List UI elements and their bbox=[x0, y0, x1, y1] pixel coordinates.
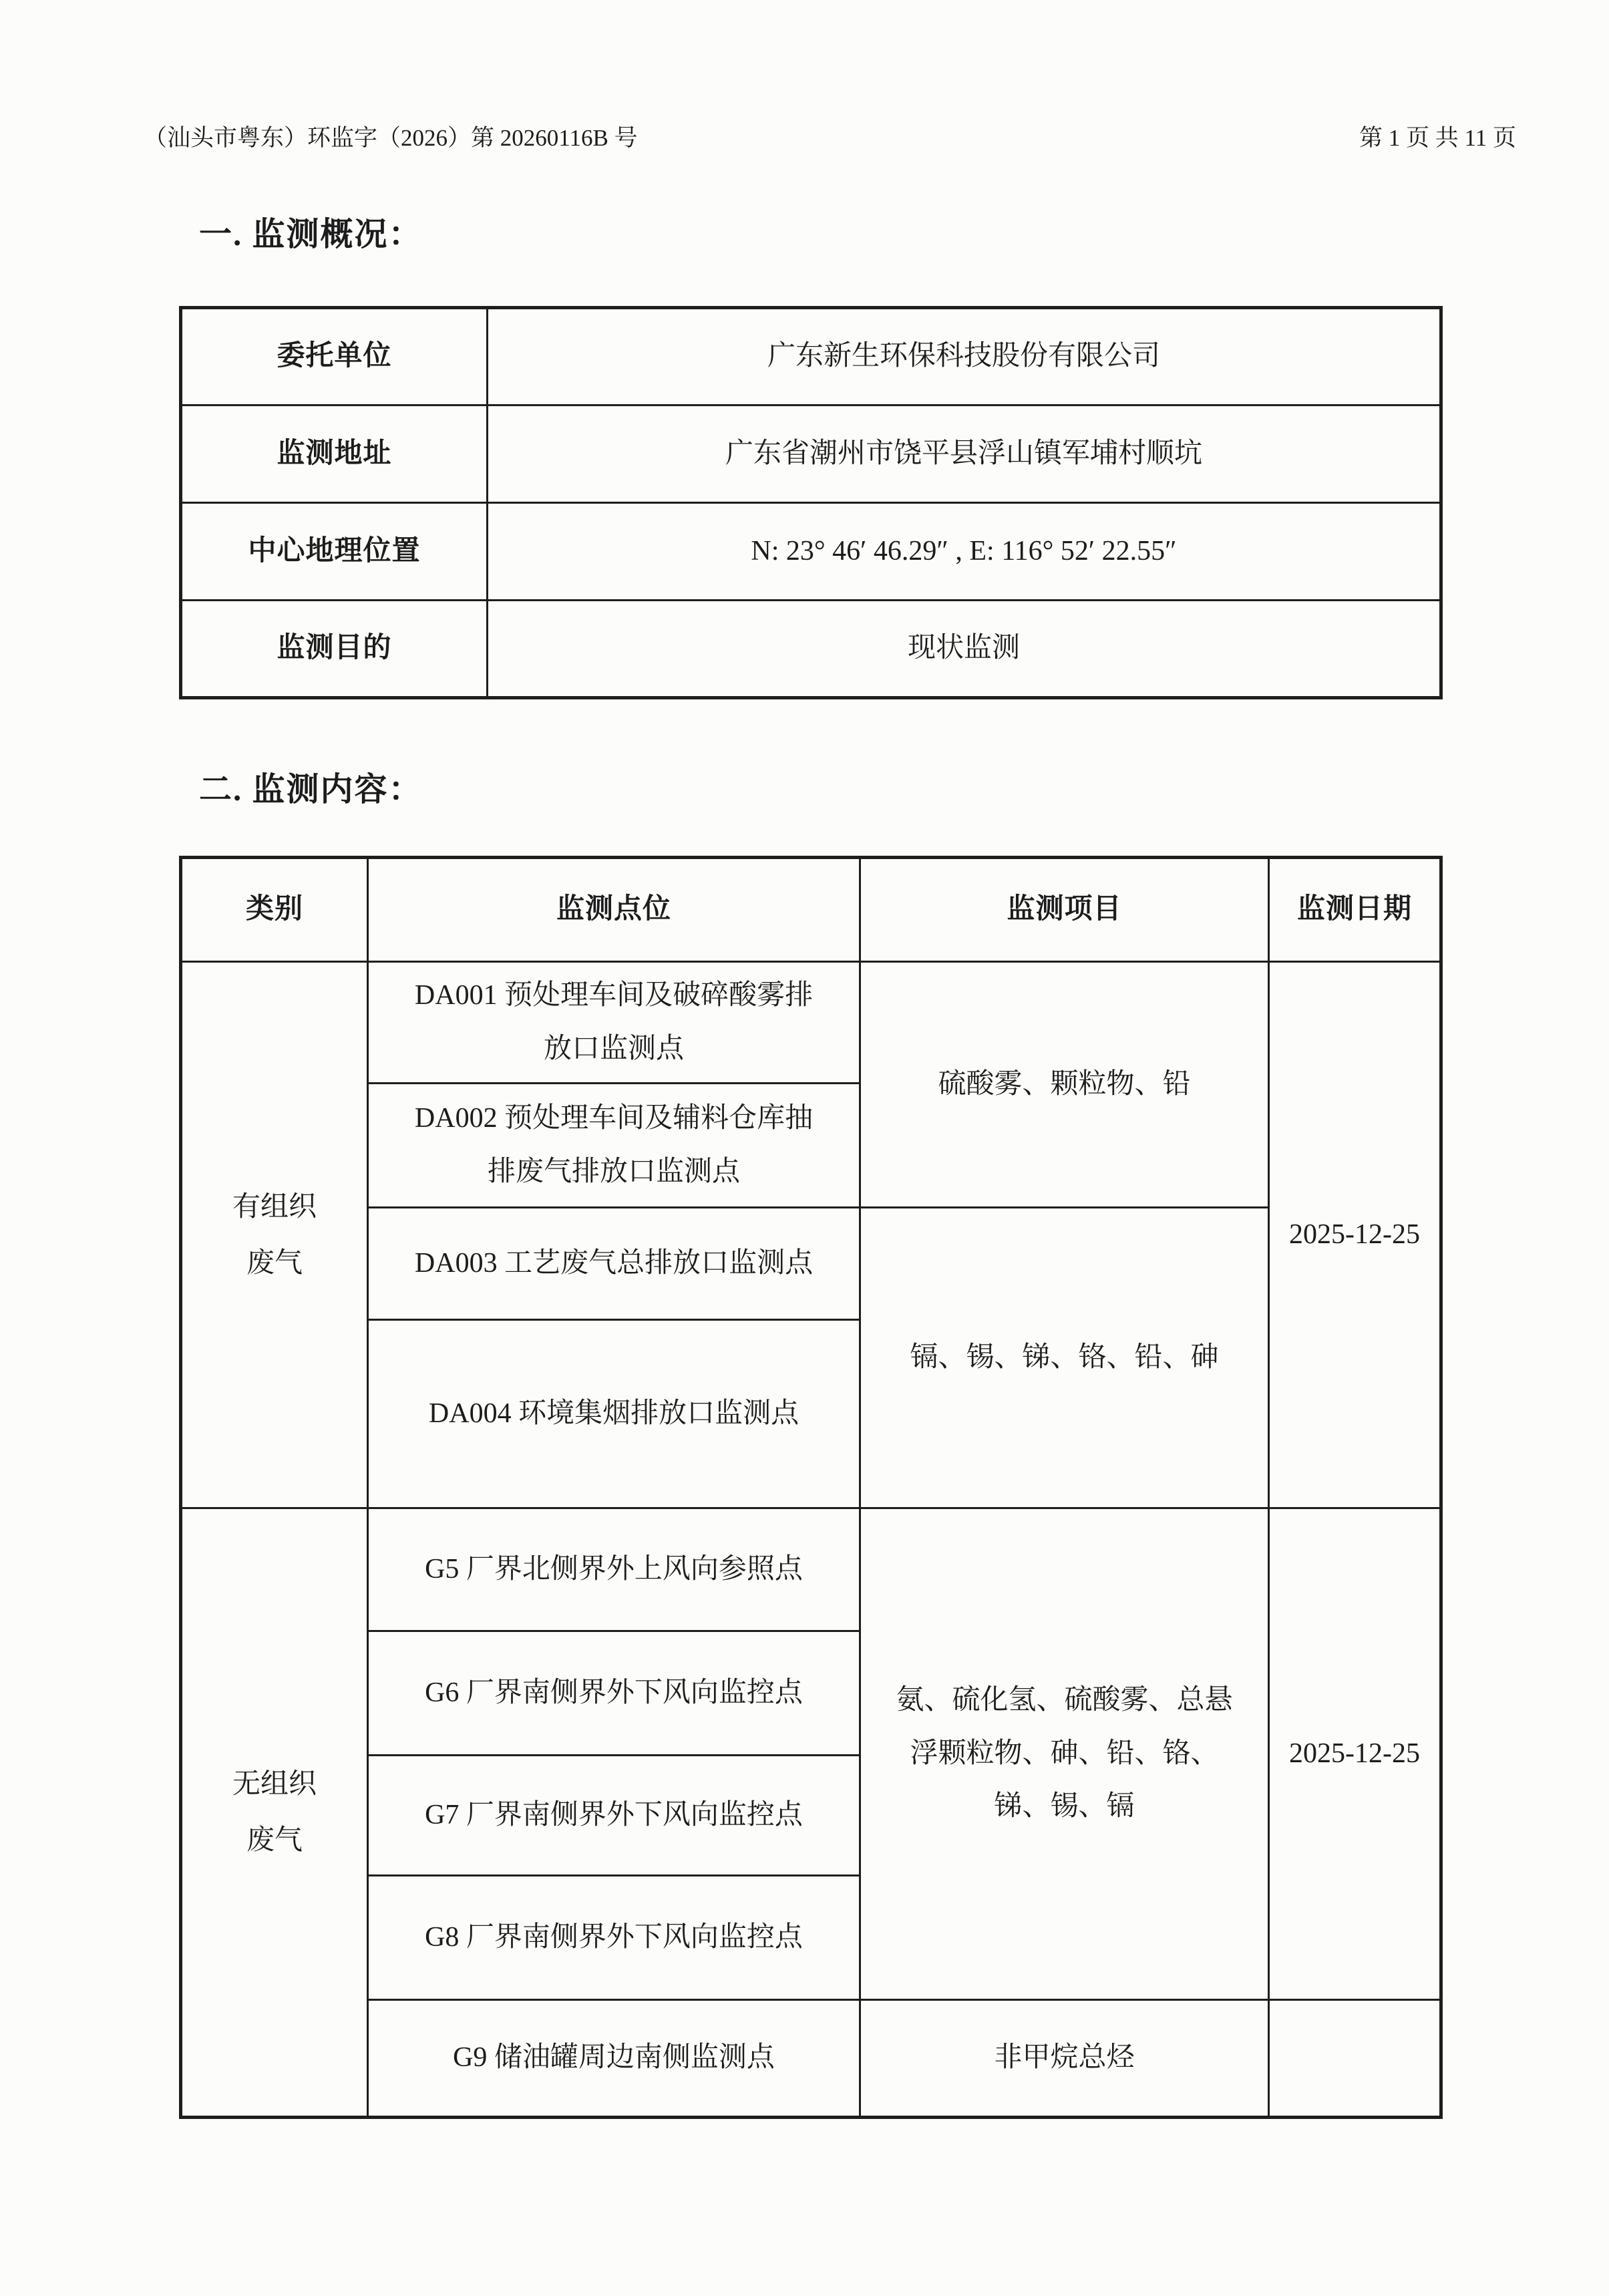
table-row-g9 bbox=[181, 2000, 1441, 2118]
col-header-category: 类别 bbox=[181, 858, 368, 962]
category-line: 有组织 bbox=[232, 1191, 317, 1222]
row-value-location: N: 23° 46′ 46.29″ , E: 116° 52′ 22.55″ bbox=[488, 503, 1441, 601]
content-table bbox=[179, 856, 1443, 2119]
table-row bbox=[181, 405, 1441, 503]
row-label-purpose: 监测目的 bbox=[181, 601, 488, 698]
table-row bbox=[181, 503, 1441, 601]
point-cell-da004: DA004 环境集烟排放口监测点 bbox=[368, 1320, 860, 1508]
point-cell-g9: G9 储油罐周边南侧监测点 bbox=[368, 2000, 860, 2118]
point-cell-g6: G6 厂界南侧界外下风向监控点 bbox=[368, 1631, 860, 1756]
col-header-point: 监测点位 bbox=[368, 858, 860, 962]
point-cell-da002: DA002 预处理车间及辅料仓库抽排废气排放口监测点 bbox=[368, 1084, 860, 1208]
category-line: 废气 bbox=[246, 1247, 303, 1279]
table-row-g5 bbox=[181, 1508, 1441, 1631]
category-cell-organized bbox=[181, 962, 368, 1508]
point-cell-g8: G8 厂界南侧界外下风向监控点 bbox=[368, 1876, 860, 2000]
items-cell-g5-g8: 氨、硫化氢、硫酸雾、总悬浮颗粒物、砷、铅、铬、锑、锡、镉 bbox=[860, 1508, 1269, 2000]
items-cell-da001-da002: 硫酸雾、颗粒物、铅 bbox=[860, 962, 1269, 1208]
point-cell-da001: DA001 预处理车间及破碎酸雾排放口监测点 bbox=[368, 962, 860, 1084]
header-row bbox=[181, 858, 1441, 962]
section-title-overview: 一. 监测概况： bbox=[199, 216, 423, 253]
items-cell-da003-da004: 镉、锡、锑、铬、铅、砷 bbox=[860, 1208, 1269, 1508]
table-row-da003 bbox=[181, 1208, 1441, 1320]
row-value-client: 广东新生环保科技股份有限公司 bbox=[488, 308, 1441, 405]
row-value-purpose: 现状监测 bbox=[488, 601, 1441, 698]
category-cell-fugitive bbox=[181, 1508, 368, 2118]
table-row bbox=[181, 308, 1441, 405]
point-cell-g7: G7 厂界南侧界外下风向监控点 bbox=[368, 1756, 860, 1876]
doc-number: （汕头市粤东）环监字（2026）第 20260116B 号 bbox=[144, 125, 638, 151]
col-header-items: 监测项目 bbox=[860, 858, 1269, 962]
date-cell-fugitive: 2025-12-25 bbox=[1269, 1508, 1441, 2000]
items-cell-g9: 非甲烷总烃 bbox=[860, 2000, 1269, 2118]
row-label-address: 监测地址 bbox=[181, 405, 488, 503]
table-row bbox=[181, 601, 1441, 698]
category-line: 废气 bbox=[246, 1825, 303, 1856]
point-cell-g5: G5 厂界北侧界外上风向参照点 bbox=[368, 1508, 860, 1631]
row-value-address: 广东省潮州市饶平县浮山镇军埔村顺坑 bbox=[488, 405, 1441, 503]
overview-table bbox=[179, 306, 1443, 699]
point-cell-da003: DA003 工艺废气总排放口监测点 bbox=[368, 1208, 860, 1320]
date-cell-g9-empty bbox=[1269, 2000, 1441, 2118]
row-label-client: 委托单位 bbox=[181, 308, 488, 405]
date-cell-organized: 2025-12-25 bbox=[1269, 962, 1441, 1508]
document-header bbox=[0, 0, 1609, 152]
row-label-location: 中心地理位置 bbox=[181, 503, 488, 601]
page-indicator: 第 1 页 共 11 页 bbox=[1359, 125, 1516, 151]
table-row-da001 bbox=[181, 962, 1441, 1084]
col-header-date: 监测日期 bbox=[1269, 858, 1441, 962]
section-title-content: 二. 监测内容： bbox=[199, 771, 423, 808]
category-line: 无组织 bbox=[232, 1769, 317, 1800]
